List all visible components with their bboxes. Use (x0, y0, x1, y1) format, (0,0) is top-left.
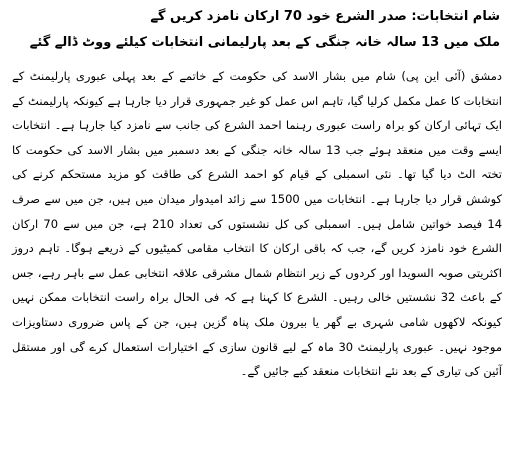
article-body: دمشق (آئی این پی) شام میں بشار الاسد کی حکومت کے خاتمے کے بعد پہلی عبوری پارلیمنٹ کے انتخابات کا عمل مکمل کرلیا گیا، تاہم اس عمل کو غیر جمہوری قرار دیا جارہا ہے کیونکہ پارلیمنٹ کے ایک تہائی ارکان کو براہ راست عبوری رہنما احمد الشرع کی جانب سے نامزد کیا جارہا ہے۔ انتخابات ایسے وقت میں منعقد ہوئے جب 13 سالہ خانہ جنگی کے بعد دسمبر میں بشار الاسد کی حکومت کا تختہ الٹ دیا گیا تھا۔ نئی اسمبلی کے قیام کو احمد الشرع کی طاقت کو مزید مستحکم کرنے کی کوشش قرار دیا جارہا ہے۔ انتخابات میں 1500 سے زائد امیدوار میدان میں ہیں، جن میں سے صرف 14 فیصد خواتین شامل ہیں۔ اسمبلی کی کل نشستوں کی تعداد 210 ہے، جن میں سے 70 ارکان الشرع خود نامزد کریں گے، جب کہ باقی ارکان کا انتخاب مقامی کمیٹیوں کے ذریعے ہوگا۔ تاہم دروز اکثریتی صوبہ السویدا اور کردوں کے زیر انتظام شمال مشرقی علاقہ انتخابی عمل سے باہر رہے، جس کے باعث 32 نشستیں خالی رہیں۔ الشرع کا کہنا ہے کہ فی الحال براہ راست انتخابات ممکن نہیں کیونکہ لاکھوں شامی شہری بے گھر یا بیرون ملک پناہ گزین ہیں، جن کے پاس ضروری دستاویزات موجود نہیں۔ عبوری پارلیمنٹ 30 ماہ کے لیے قانون سازی کے اختیارات استعمال کرے گی اور مستقل آئین کی تیاری کے بعد نئے انتخابات منعقد کیے جائیں گے۔ (12, 69, 503, 379)
headline-sub: ملک میں 13 سالہ خانہ جنگی کے بعد پارلیمانی انتخابات کیلئے ووٹ ڈالے گئے (29, 35, 500, 50)
news-article (4, 4, 508, 467)
headline-main: شام انتخابات: صدر الشرع خود 70 ارکان نامزد کریں گے (150, 9, 500, 24)
